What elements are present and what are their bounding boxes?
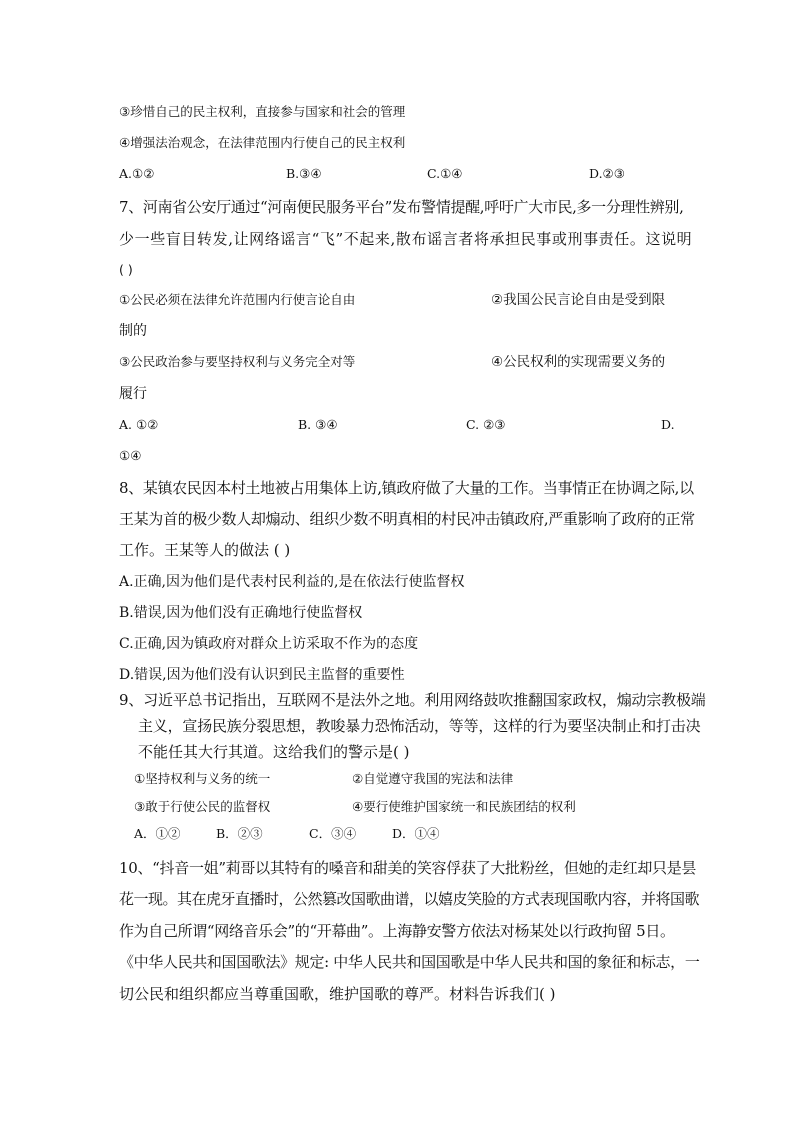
q7-statement-4: ④公民权利的实现需要义务的 (491, 354, 666, 370)
q6-option-b: B.③④ (286, 166, 322, 181)
q9-stem-line-1: 9、习近平总书记指出，互联网不是法外之地。利用网络鼓吹推翻国家政权，煽动宗教极端 (119, 691, 706, 709)
q7-statement-3: ③公民政治参与要坚持权利与义务完全对等 (119, 354, 356, 369)
q9-stem-line-2: 主义，宣扬民族分裂思想，教唆暴力恐怖活动，等等，这样的行为要坚决制止和打击决 (138, 717, 701, 735)
q7-statement-1: ①公民必须在法律允许范围内行使言论自由 (119, 292, 356, 307)
q6-option-a: A.①② (119, 166, 155, 181)
q8-option-d: D.错误,因为他们没有认识到民主监督的重要性 (119, 667, 405, 683)
q7-stem-line-2: 少一些盲目转发,让网络谣言“飞”不起来,散布谣言者将承担民事或刑事责任。这说明 (119, 230, 693, 248)
q8-option-a: A.正确,因为他们是代表村民利益的,是在依法行使监督权 (119, 574, 465, 590)
q6-option-c: C.①④ (427, 166, 463, 181)
q9-statement-1: ①坚持权利与义务的统一 (134, 771, 271, 786)
q9-statement-3: ③敢于行使公民的监督权 (134, 799, 271, 814)
q9-option-a: A．①② (134, 826, 181, 841)
q7-statement-4-wrap: 履行 (119, 386, 147, 402)
q9-stem-line-3: 不能任其大行其道。这给我们的警示是( ) (138, 743, 410, 761)
q7-option-c: C. ②③ (466, 417, 506, 432)
q7-option-b: B. ③④ (298, 417, 338, 432)
q10-stem-line-2: 花一现。其在虎牙直播时，公然篡改国歌曲谱，以嬉皮笑脸的方式表现国歌内容，并将国歌 (119, 890, 700, 908)
q9-option-b: B．②③ (216, 826, 263, 841)
q8-option-c: C.正确,因为镇政府对群众上访采取不作为的态度 (119, 636, 419, 652)
q10-stem-line-5: 切公民和组织都应当尊重国歌，维护国歌的尊严。材料告诉我们( ) (119, 985, 556, 1003)
q9-option-c: C．③④ (309, 826, 357, 841)
q6-statement-3: ③珍惜自己的民主权利，直接参与国家和社会的管理 (119, 104, 406, 119)
q8-stem-line-1: 8、某镇农民因本村土地被占用集体上访,镇政府做了大量的工作。当事情正在协调之际,以 (119, 479, 694, 497)
q10-stem-line-3: 作为自己所谓“网络音乐会”的“开幕曲”。上海静安警方依法对杨某处以行政拘留 5日。 (119, 922, 675, 940)
q7-option-d: D. (661, 417, 675, 432)
q8-option-b: B.错误,因为他们没有正确地行使监督权 (119, 605, 363, 621)
q7-option-a: A. ①② (119, 417, 159, 432)
q10-stem-line-4: 《中华人民共和国国歌法》规定: 中华人民共和国国歌是中华人民共和国的象征和标志，一 (119, 953, 700, 971)
q6-statement-4: ④增强法治观念，在法律范围内行使自己的民主权利 (119, 135, 406, 150)
q7-statement-2-wrap: 制的 (119, 323, 147, 339)
q8-stem-line-3: 工作。王某等人的做法 ( ) (119, 541, 291, 559)
q7-answer-blank: ( ) (119, 262, 133, 277)
q9-option-d: D．①④ (392, 826, 440, 841)
q8-stem-line-2: 王某为首的极少数人却煽动、组织少数不明真相的村民冲击镇政府,严重影响了政府的正常 (119, 510, 695, 528)
q7-statement-2: ②我国公民言论自由是受到限 (491, 292, 666, 308)
q9-statement-4: ④要行使维护国家统一和民族团结的权利 (352, 799, 576, 814)
q6-option-d: D.②③ (589, 166, 625, 181)
q7-option-d-wrap: ①④ (119, 448, 142, 463)
q9-statement-2: ②自觉遵守我国的宪法和法律 (352, 771, 514, 786)
q10-stem-line-1: 10、“抖音一姐”莉哥以其特有的嗓音和甜美的笑容俘获了大批粉丝，但她的走红却只是昙 (119, 859, 697, 877)
q7-stem-line-1: 7、河南省公安厅通过“河南便民服务平台”发布警情提醒,呼吁广大市民,多一分理性辨别, (119, 198, 684, 216)
